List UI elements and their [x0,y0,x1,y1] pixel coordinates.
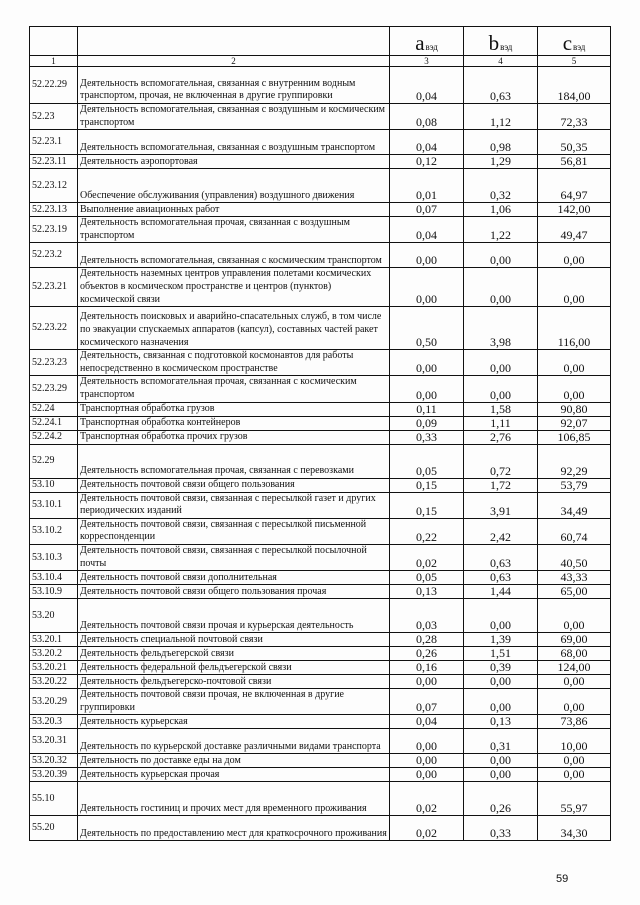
activity-description: Деятельность почтовой связи общего пользования [78,478,390,492]
activity-description: Деятельность вспомогательная прочая, связанная с перевозками [78,444,390,478]
table-row [30,661,611,675]
value-b: 1,58 [464,402,538,416]
table-row [30,243,611,268]
activity-description: Деятельность вспомогательная прочая, связанная с космическим транспортом [78,376,390,402]
activity-code: 53.10.2 [30,518,78,544]
value-c: 116,00 [538,307,611,350]
value-a: 0,00 [390,754,464,768]
value-c: 106,85 [538,430,611,444]
activity-description: Транспортная обработка грузов [78,402,390,416]
activity-description: Деятельность гостиниц и прочих мест для временного проживания [78,782,390,816]
activity-description: Деятельность курьерская [78,715,390,729]
value-b: 1,72 [464,478,538,492]
value-b: 2,42 [464,518,538,544]
value-c: 72,33 [538,104,611,130]
activity-code: 53.20.32 [30,754,78,768]
activity-description: Деятельность почтовой связи, связанная с пересылкой газет и других периодических изданий [78,492,390,518]
value-c: 0,00 [538,376,611,402]
value-b: 3,98 [464,307,538,350]
activity-code: 55.10 [30,782,78,816]
table-row [30,782,611,816]
value-c: 0,00 [538,768,611,782]
activity-code: 52.23 [30,104,78,130]
value-a: 0,05 [390,571,464,585]
activity-description: Выполнение авиационных работ [78,203,390,217]
value-b: 1,29 [464,155,538,169]
activity-code: 53.10.1 [30,492,78,518]
value-c: 90,80 [538,402,611,416]
activity-description: Деятельность почтовой связи прочая и курьерская деятельность [78,599,390,633]
value-b: 0,39 [464,661,538,675]
value-a: 0,22 [390,518,464,544]
table-row [30,518,611,544]
activity-code: 53.10.4 [30,571,78,585]
value-b: 0,00 [464,350,538,376]
value-a: 0,04 [390,217,464,243]
value-a: 0,33 [390,430,464,444]
header-symbol-c: c [562,31,573,55]
activity-code: 53.20 [30,599,78,633]
value-a: 0,03 [390,599,464,633]
header-cell-code [30,27,78,56]
activity-code: 52.23.12 [30,169,78,203]
column-number-row [30,56,611,67]
column-number: 2 [78,56,390,67]
value-b: 1,11 [464,416,538,430]
activity-code: 52.22.29 [30,67,78,104]
table-row [30,544,611,570]
activity-description: Деятельность вспомогательная, связанная с воздушным и космическим транспортом [78,104,390,130]
activity-code: 53.20.39 [30,768,78,782]
table-row [30,571,611,585]
activity-code: 52.23.23 [30,350,78,376]
activity-code: 55.20 [30,816,78,841]
activity-description: Обеспечение обслуживания (управления) воздушного движения [78,169,390,203]
value-c: 0,00 [538,599,611,633]
value-c: 0,00 [538,754,611,768]
activity-description: Деятельность почтовой связи общего пользования прочая [78,585,390,599]
header-subscript-c: вэд [573,42,586,52]
activity-code: 52.24 [30,402,78,416]
value-a: 0,13 [390,585,464,599]
value-c: 50,35 [538,130,611,155]
value-a: 0,11 [390,402,464,416]
activity-code: 53.20.31 [30,729,78,754]
header-cell-c [538,27,611,56]
activity-description: Деятельность почтовой связи прочая, не включенная в другие группировки [78,689,390,715]
activity-code: 53.20.2 [30,647,78,661]
value-b: 0,63 [464,571,538,585]
column-number: 1 [30,56,78,67]
table-row [30,169,611,203]
activity-code: 52.24.1 [30,416,78,430]
table-row [30,268,611,307]
table-row [30,350,611,376]
value-b: 0,00 [464,675,538,689]
value-c: 184,00 [538,67,611,104]
header-symbol-a: a [415,31,425,55]
value-a: 0,02 [390,782,464,816]
value-b: 0,00 [464,376,538,402]
value-b: 0,31 [464,729,538,754]
value-c: 43,33 [538,571,611,585]
activity-code: 52.23.29 [30,376,78,402]
value-c: 124,00 [538,661,611,675]
activity-description: Деятельность специальной почтовой связи [78,633,390,647]
table-row [30,444,611,478]
value-a: 0,00 [390,268,464,307]
header-cell-a [390,27,464,56]
activity-code: 52.23.1 [30,130,78,155]
table-row [30,203,611,217]
activity-code: 52.23.22 [30,307,78,350]
value-b: 1,12 [464,104,538,130]
value-a: 0,07 [390,689,464,715]
value-b: 0,00 [464,268,538,307]
table-row [30,754,611,768]
value-b: 1,39 [464,633,538,647]
activity-code: 53.10.9 [30,585,78,599]
value-a: 0,00 [390,675,464,689]
value-a: 0,00 [390,243,464,268]
value-c: 92,29 [538,444,611,478]
table-row [30,599,611,633]
table-row [30,402,611,416]
activity-description: Деятельность по предоставлению мест для краткосрочного проживания [78,816,390,841]
value-c: 0,00 [538,268,611,307]
header-row [30,27,611,56]
value-a: 0,01 [390,169,464,203]
table-row [30,155,611,169]
value-a: 0,02 [390,544,464,570]
value-c: 34,49 [538,492,611,518]
activity-code: 52.23.19 [30,217,78,243]
table-row [30,478,611,492]
value-b: 0,00 [464,768,538,782]
table-row [30,689,611,715]
value-c: 0,00 [538,675,611,689]
value-a: 0,08 [390,104,464,130]
value-b: 1,44 [464,585,538,599]
value-c: 92,07 [538,416,611,430]
activity-description: Деятельность фельдъегерско-почтовой связи [78,675,390,689]
value-b: 0,00 [464,599,538,633]
activity-description: Деятельность по доставке еды на дом [78,754,390,768]
value-a: 0,04 [390,715,464,729]
value-b: 1,06 [464,203,538,217]
value-c: 0,00 [538,243,611,268]
value-a: 0,04 [390,67,464,104]
table-row [30,307,611,350]
table-row [30,67,611,104]
table-row [30,715,611,729]
table-row [30,675,611,689]
header-subscript-a: вэд [425,42,438,52]
value-a: 0,07 [390,203,464,217]
header-symbol-b: b [488,31,500,55]
table-row [30,104,611,130]
activity-description: Транспортная обработка контейнеров [78,416,390,430]
table-row [30,430,611,444]
table-row [30,816,611,841]
value-a: 0,15 [390,492,464,518]
value-b: 1,51 [464,647,538,661]
header-cell-b [464,27,538,56]
value-b: 0,98 [464,130,538,155]
value-a: 0,04 [390,130,464,155]
table-row [30,585,611,599]
value-a: 0,50 [390,307,464,350]
activity-description: Деятельность фельдъегерской связи [78,647,390,661]
activity-description: Деятельность федеральной фельдъегерской связи [78,661,390,675]
value-b: 0,00 [464,243,538,268]
value-c: 0,00 [538,350,611,376]
table-row [30,492,611,518]
value-b: 3,91 [464,492,538,518]
value-a: 0,00 [390,350,464,376]
activity-description: Деятельность аэропортовая [78,155,390,169]
column-number: 4 [464,56,538,67]
activity-code: 53.10 [30,478,78,492]
value-a: 0,16 [390,661,464,675]
activity-code: 53.20.21 [30,661,78,675]
table-row [30,217,611,243]
value-c: 34,30 [538,816,611,841]
activity-description: Транспортная обработка прочих грузов [78,430,390,444]
activity-code: 53.20.22 [30,675,78,689]
value-a: 0,00 [390,768,464,782]
value-c: 0,00 [538,689,611,715]
value-c: 53,79 [538,478,611,492]
activity-description: Деятельность курьерская прочая [78,768,390,782]
value-c: 69,00 [538,633,611,647]
value-a: 0,28 [390,633,464,647]
header-subscript-b: вэд [500,42,513,52]
value-a: 0,00 [390,729,464,754]
coefficients-table [29,26,611,841]
value-a: 0,05 [390,444,464,478]
activity-code: 53.20.1 [30,633,78,647]
value-a: 0,26 [390,647,464,661]
activity-description: Деятельность вспомогательная прочая, связанная с воздушным транспортом [78,217,390,243]
value-c: 49,47 [538,217,611,243]
value-b: 0,63 [464,544,538,570]
activity-code: 53.10.3 [30,544,78,570]
activity-code: 52.23.13 [30,203,78,217]
activity-code: 53.20.29 [30,689,78,715]
header-cell-desc [78,27,390,56]
activity-code: 52.29 [30,444,78,478]
value-c: 64,97 [538,169,611,203]
activity-description: Деятельность почтовой связи дополнительная [78,571,390,585]
value-b: 1,22 [464,217,538,243]
activity-code: 52.24.2 [30,430,78,444]
activity-description: Деятельность вспомогательная, связанная с космическим транспортом [78,243,390,268]
activity-code: 52.23.21 [30,268,78,307]
value-b: 2,76 [464,430,538,444]
activity-description: Деятельность по курьерской доставке различными видами транспорта [78,729,390,754]
activity-description: Деятельность вспомогательная, связанная с воздушным транспортом [78,130,390,155]
value-c: 65,00 [538,585,611,599]
activity-description: Деятельность наземных центров управления полетами космических объектов в космическом пространстве и центров (пунктов) космической связи [78,268,390,307]
value-b: 0,32 [464,169,538,203]
value-c: 73,86 [538,715,611,729]
activity-description: Деятельность, связанная с подготовкой космонавтов для работы непосредственно в космическом пространстве [78,350,390,376]
value-a: 0,09 [390,416,464,430]
value-b: 0,00 [464,754,538,768]
activity-description: Деятельность почтовой связи, связанная с пересылкой письменной корреспонденции [78,518,390,544]
activity-description: Деятельность вспомогательная, связанная с внутренним водным транспортом, прочая, не включенная в другие группировки [78,67,390,104]
table-row [30,130,611,155]
value-b: 0,63 [464,67,538,104]
activity-description: Деятельность поисковых и аварийно-спасательных служб, в том числе по эвакуации спускаемых аппаратов (капсул), составных частей ракет космического назначения [78,307,390,350]
value-c: 40,50 [538,544,611,570]
table-row [30,647,611,661]
value-c: 60,74 [538,518,611,544]
value-b: 0,26 [464,782,538,816]
value-c: 56,81 [538,155,611,169]
table-row [30,768,611,782]
value-a: 0,00 [390,376,464,402]
value-a: 0,02 [390,816,464,841]
table-row [30,376,611,402]
value-c: 10,00 [538,729,611,754]
table-row [30,729,611,754]
table-row [30,416,611,430]
value-b: 0,13 [464,715,538,729]
value-b: 0,72 [464,444,538,478]
value-c: 142,00 [538,203,611,217]
value-b: 0,00 [464,689,538,715]
value-b: 0,33 [464,816,538,841]
value-c: 55,97 [538,782,611,816]
activity-code: 52.23.2 [30,243,78,268]
table-row [30,633,611,647]
activity-code: 52.23.11 [30,155,78,169]
column-number: 5 [538,56,611,67]
activity-description: Деятельность почтовой связи, связанная с пересылкой посылочной почты [78,544,390,570]
value-a: 0,12 [390,155,464,169]
value-c: 68,00 [538,647,611,661]
value-a: 0,15 [390,478,464,492]
column-number: 3 [390,56,464,67]
page-number: 59 [556,873,569,885]
activity-code: 53.20.3 [30,715,78,729]
